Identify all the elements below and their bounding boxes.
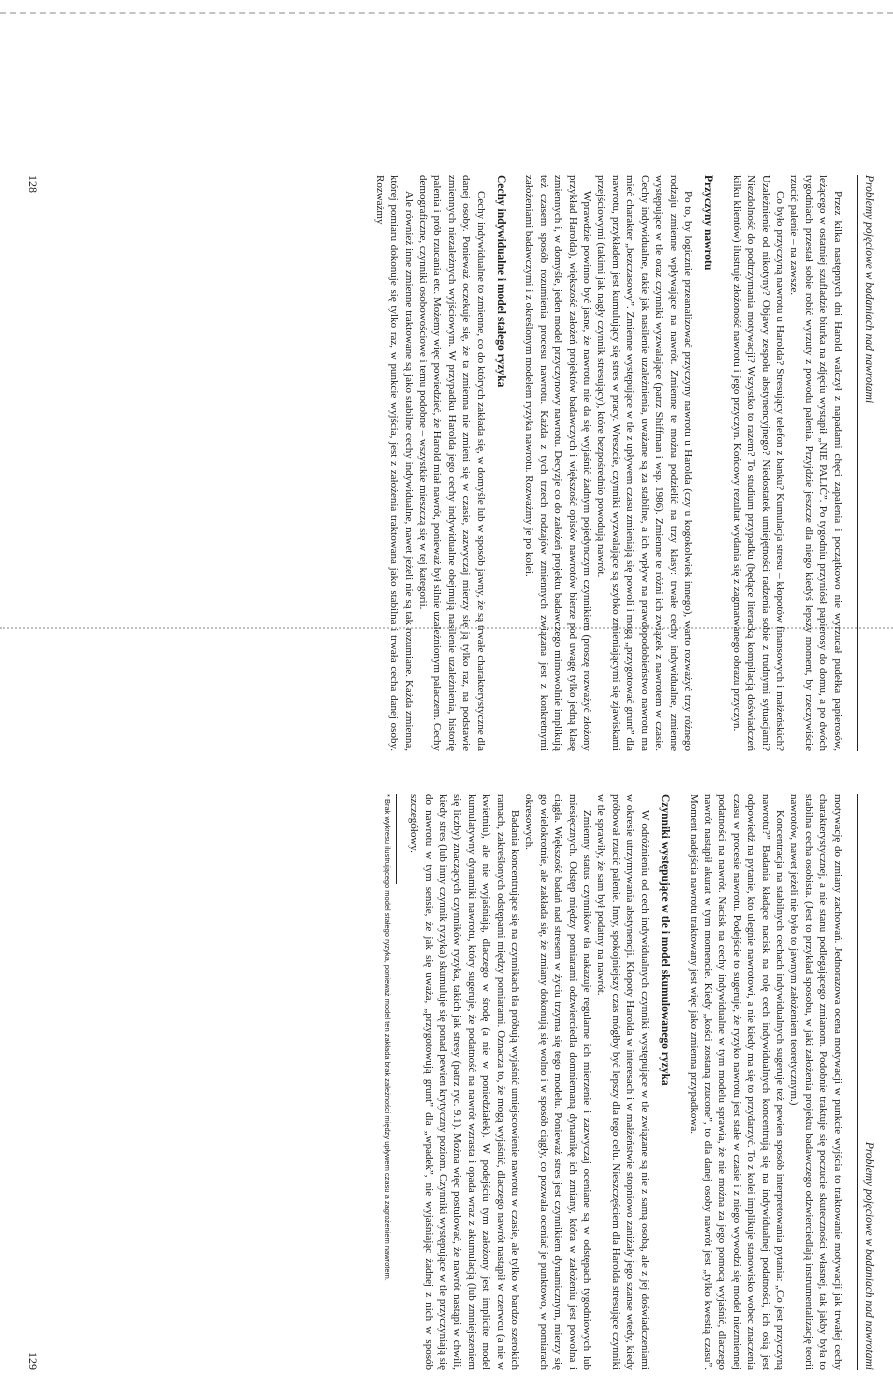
section-title-causes: Przyczyny nawrotu [702,175,715,271]
traits-paragraph-2: Ale również inne zmienne traktowane są jako stabilne cechy indywidualne, nawet jeżeli nie są tak rozumiane. Każda zmienna, której pomiaru dokonuje się tylko raz, w punkcie wyjścia, jest z założenia traktowana jako stabilna i trwała cecha danej osoby. Rozważmy [373,175,415,751]
page-128 [20,163,880,763]
causes-paragraph-2: Wprawdzie powinno być jasne, że nawrotu nie da się wyjaśnić żadnym pojedynczym czynnikiem (proszę rozważyć złożony przykład Harolda), większość założeń projektów badawczych i większość opisów nawrotów bierze pod uwagę tylko jedną klasę zmiennych i, w domyśle, jeden model przyczynowy nawrotu. Decyzje co do założeń projektu badawczego mimowolnie implikują też czasem sposób rozumienia procesu nawrotu. Każda z tych trzech rodzajów zmiennych związana jest z konkretnymi założeniami badawczymi i z określonym modelem ryzyka nawrotu. Rozważmy je po kolei. [523,175,594,751]
background-paragraph-3: Badania koncentrujące się na czynnikach tła próbują wyjaśnić umiejscowienie nawrotu w czasie, ale tylko w bardzo szerokich ramach, zakreślonych odstępami między pomiarami. Oznacza to, że mogą wyjaśnić, dlaczego nawrót nastąpił w czerwcu (a nie w kwietniu), ale nie wyjaśniają, dlaczego w środę (a nie w poniedziałek). W podejściu tym założony jest implicite model kumulatywny dynamiki nawrotu, który sugeruje, że podatność na nawrót wzrasta i opada wraz z akumulacją (lub zmniejszeniem się liczby) znaczących czynników ryzyka, takich jak stresy (patrz ryc. 9.1). Można więc postulować, że nawrót nastąpi w chwili, kiedy stres (lub inny czynnik ryzyka) skumuluje się ponad pewien krytyczny poziom. Czynniki występujące w tle przyczyniają się do nawrotu w tym sensie, że jak się uważa, „przygotowują grunt” dla „wpadek”, nie wyjaśniając żadnej z nich w sposób szczegółowy. [408,794,522,1370]
intro-paragraph-1: Przez kilka następnych dni Harold walczył z napadami chęci zapalenia i początkowo nie wyrzucał pudełka papierosów, leżącego w ostatniej szufladzie biurka na zdjęciu wystąpił „NIE PALIĆ”. Po tygodniu przyniósł papierosy do domu, a po dwóch tygodniach przestał sobie robić wyrzuty z powodu palenia. Przyjdzie jeszcze dla niego kiedyś lepszy moment, by rzeczywiście rzucić palenie – na zawsze. [788,175,844,751]
footnote-rule [396,794,397,884]
intro-paragraph-2: Co było przyczyną nawrotu u Harolda? Stresujący telefon z banku? Kumulacja stresu – kłopotów finansowych i małżeńskich? Uzależnienie od nikotyny? Objawy zespołu abstynencyjnego? Niedostatek umiejętności radzenia sobie z trudnymi sytuacjami? Niezdolność do podtrzymania motywacji? Wszystko to razem? To studium przypadku (będące literacką kompilacją doświadczeń kilku klientów) ilustruje złożoność nawrotu i jego przyczyn. Końcowy rezultat wydania się z zagmatwanego obrazu przyczyn. [730,175,786,751]
page-number: 128 [26,175,41,193]
running-head: Problemy pojęciowe w badaniach nad nawrotami [863,1141,875,1370]
background-paragraph-1: W odróżnieniu od cech indywidualnych czynniki występujące w tle związane są nie z samą osobą, ale z jej doświadczeniami w okresie utrzymywania abstynencji. Kłopoty Harolda w interesach i w małżeństwie stopniowo zaniżały jego szanse wtedy, kiedy próbował rzucić palenie. Inny, spokojniejszy czas mógłby być lepszy dla tego celu. Nieszczęściem dla Harolda stresujące czynniki w tle sprawiły, że sam był podatny na nawrót. [595,794,651,1370]
continued-paragraph: motywację do zmiany zachowań. Jednorazowa ocena motywacji w punkcie wyjścia to traktowanie motywacji jak trwałej cechy charakterystycznej, a nie stanu podlegającego zmianom. Podobnie traktuje się poczucie skuteczności własnej, tak jakby była to stabilna cecha osobista. (Jest to przykład sposobu, w jaki założenia projektu badawczego odzwierciedlają instrumentalizację teorii nawrotów, nawet jeżeli nie było to jawnym założeniem teoretycznym.) [788,794,844,1370]
page-number: 129 [26,1352,41,1370]
page-129 [20,782,880,1382]
focus-paragraph: Koncentracja na stabilnych cechach indywidualnych sugeruje też pewien sposób interpretowania pytania: „Co jest przyczyną nawrotu?” Badania kładące nacisk na rolę cech indywidualnych koncentrują się na indywidualnej podatności, ich osią jest odpowiedź na pytanie, kto ulegnie nawrotowi, a nie kiedy ma się to przydarzyć. To z kolei implikuje stanowisko wobec znaczenia czasu w procesie nawrotu. Podejście to sugeruje, że ryzyko nawrotu jest stałe w czasie i z niego wywodzi się model niezmiennej podatności na nawrót. Nacisk na cechy indywidualne w tym modelu sprawia, że nie można za jego pomocą wyjaśnić, dlaczego nawrót nastąpił akurat w tym momencie. Kiedy „kości zostaną rzucone”, to dla danej osoby nawrót jest „tylko kwestią czasu”. Moment nadejścia nawrotu traktowany jest więc jako zmienna przypadkowa. [687,794,786,1370]
causes-paragraph-1: Po to, by logicznie przeanalizować przyczyny nawrotu u Harolda (czy u kogokolwiek innego), warto rozważyć trzy różnego rodzaju zmienne wpływające na nawrót. Zmienne te można podzielić na trzy klasy: trwałe cechy indywidualne, zmienne występujące w tle oraz czynniki wyzwalające (patrz Shiffman i wsp. 1986). Zmienne te różni ich związek z nawrotem w czasie. Cechy indywidualne, takie jak nasilenie uzależnienia, uważane są za stabilne, a ich wpływ na prawdopodobieństwo nawrotu ma mieć charakter „bezczasowy”. Zmienne występujące w tle z upływem czasu zmieniają się powoli i mogą „przygotować grunt” dla nawrotu, przykładem jest kumulujący się stres w pracy. Wreszcie, czynniki wyzwalające są szybko zmieniającymi się zjawiskami przejściowymi (takimi jak nagły czynnik stresujący), które bezpośrednio powodują nawrót. [595,175,694,751]
running-head-rule [857,175,858,751]
background-paragraph-2: Zmienny status czynników tła nakazuje regularne ich mierzenie i zazwyczaj oceniane są w odstępach tygodniowych lub miesięcznych. Odstęp między pomiarami odzwierciedla domniemaną dynamikę ich zmiany, która w założeniu jest powolna i ciągła. Większość badań nad stresem w życiu trzyma się tego modelu. Ponieważ stres jest czynnikiem dynamicznym, mierzy się go wielokrotnie, ale zakłada się, że zmiany dokonują się wolno i w sposób ciągły, co pozwala oceniać je punktowo, w pomiarach okresowych. [523,794,594,1370]
running-head-rule [857,794,858,1370]
running-head: Problemy pojęciowe w badaniach nad nawrotami [863,175,875,404]
footnote: * Brak wykresu ilustrującego model stałego ryzyka, ponieważ model ten zakłada brak zależności między upływem czasu a zagrożeniem nawrotem. [382,794,392,1281]
traits-paragraph-1: Cechy indywidualne to zmienne, co do których zakłada się, w domyśle lub w sposób jawny, że są trwałe charakterystyczne dla danej osoby. Ponieważ oczekuje się, że ta zmienna nie zmieni się w czasie, zazwyczaj mierzy się ją tylko raz, na podstawie zmiennych niezależnych wyjściowym. W przypadku Harolda jego cechy indywidualne obejmują nasilenie uzależnienia, historię palenia i prób rzucania etc. Możemy więc powiedzieć, że Harold miał nawrót, ponieważ był silnie uzależnionym palaczem. Cechy demograficzne, czynniki osobowościowe i temu podobne – wszystkie mieszczą się w tej kategorii. [417,175,487,751]
section-title-traits: Cechy indywidualne i model stałego ryzyka [495,175,508,388]
section-title-background: Czynniki występujące w tle i model skumulowanego ryzyka [659,794,672,1086]
scan-edge-line [0,12,893,14]
